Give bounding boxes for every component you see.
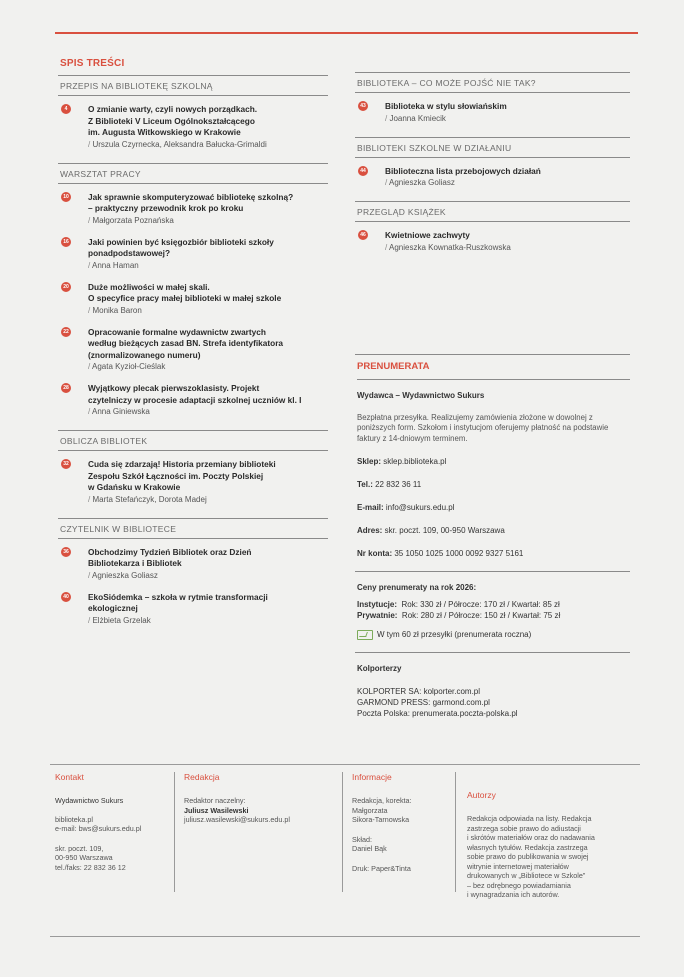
shop-line	[357, 456, 630, 467]
distributors-title: Kolporterzy	[357, 664, 402, 673]
editorial-email[interactable]: juliusz.wasilewski@sukurs.edu.pl	[184, 815, 290, 824]
distributor-name: Poczta Polska:	[357, 709, 410, 718]
section-heading: PRZEPIS NA BIBLIOTEKĘ SZKOLNĄ	[58, 75, 328, 96]
shipping-icon	[357, 630, 373, 640]
publisher: Wydawca – Wydawnictwo Sukurs	[357, 390, 485, 400]
contact-links: biblioteka.pl e-mail: bws@sukurs.edu.pl	[55, 814, 142, 833]
section-heading: PRZEGLĄD KSIĄŻEK	[355, 201, 630, 222]
divider	[355, 354, 630, 355]
footer	[50, 772, 640, 912]
top-accent-line	[55, 32, 638, 34]
publisher-line	[357, 390, 630, 401]
toc-article[interactable]	[58, 547, 328, 581]
article-authors: / Małgorzata Poznańska	[88, 215, 328, 226]
distributor-row	[357, 708, 630, 719]
section-heading: BIBLIOTEKI SZKOLNE W DZIAŁANIU	[355, 137, 630, 158]
contact-heading: Kontakt	[55, 772, 84, 782]
toc-article[interactable]	[58, 592, 328, 626]
info-print: Druk: Paper&Tinta	[352, 863, 411, 873]
institutional-price-line	[357, 599, 630, 610]
tel-value: 22 832 36 11	[375, 480, 422, 489]
divider	[355, 571, 630, 572]
email-link[interactable]: info@sukurs.edu.pl	[385, 503, 455, 512]
article-authors: / Agnieszka Goliasz	[88, 570, 328, 581]
article-authors: / Elżbieta Grzelak	[88, 615, 328, 626]
prices-title-line	[357, 582, 630, 593]
authors-text: Redakcja odpowiada na listy. Redakcja zastrzega sobie prawo do adiustacji i skrótów materiałów oraz do nadawania własnych tytułów. Redakcja zastrzega sobie prawo do publikowania w swojej witrynie internetowej materiałów drukowanych w „Bibliotece w Szkole” – bez odrębnego powiadamiania i wynagradzania ich autorów.	[467, 814, 595, 899]
toc-article[interactable]	[58, 327, 328, 373]
editorial-heading: Redakcja	[184, 772, 220, 782]
footer-separator	[342, 772, 343, 892]
distributor-link[interactable]: garmond.com.pl	[432, 698, 490, 707]
article-title: Kwietniowe zachwyty	[385, 230, 470, 240]
toc-article[interactable]	[58, 383, 328, 417]
toc-article[interactable]	[58, 459, 328, 505]
email-line	[357, 502, 630, 513]
distributors-title-line	[357, 663, 630, 674]
shop-label: Sklep:	[357, 457, 382, 466]
distributor-link[interactable]: kolporter.com.pl	[423, 687, 481, 696]
article-title: Jak sprawnie skomputeryzować bibliotekę szkolną? – praktyczny przewodnik krok po kroku	[88, 191, 294, 213]
article-title: EkoSiódemka – szkoła w rytmie transformacji ekologicznej	[88, 591, 268, 613]
footer-authors	[467, 790, 637, 900]
page-number-badge: 44	[358, 166, 368, 176]
page-number-badge: 36	[61, 547, 71, 557]
page-number-badge: 43	[358, 101, 368, 111]
tel-line	[357, 479, 630, 490]
divider	[355, 652, 630, 653]
footer-editorial	[184, 772, 334, 825]
subscription-title: PRENUMERATA	[357, 361, 630, 380]
toc-article[interactable]	[58, 192, 328, 226]
toc-article[interactable]	[58, 104, 328, 150]
toc-article[interactable]	[355, 166, 630, 189]
page-number-badge: 4	[61, 104, 71, 114]
article-authors: / Agnieszka Kownatka-Ruszkowska	[385, 242, 630, 253]
article-title: Obchodzimy Tydzień Bibliotek oraz Dzień Bibliotekarza i Bibliotek	[88, 546, 252, 568]
toc-right-column	[355, 72, 630, 719]
shipping-note: W tym 60 zł przesyłki (prenumerata roczna)	[377, 630, 532, 639]
article-title: Wyjątkowy plecak pierwszoklasisty. Projekt czytelniczy w procesie adaptacji szkolnej uczniów kl. I	[88, 383, 302, 405]
toc-article[interactable]	[355, 101, 630, 124]
info-typesetting: Skład: Daniel Bąk	[352, 834, 387, 853]
toc-left-sections	[58, 75, 328, 626]
address-label: Adres:	[357, 526, 383, 535]
toc-left-column	[58, 58, 328, 637]
info-editing: Redakcja, korekta: Małgorzata Sikora-Tarnowska	[352, 796, 412, 824]
article-title: Biblioteczna lista przebojowych działań	[385, 165, 541, 176]
address-value: skr. poczt. 109, 00-950 Warszawa	[384, 526, 505, 535]
footer-separator	[174, 772, 175, 892]
article-title: Duże możliwości w małej skali. O specyfice pracy małej biblioteki w małej szkole	[88, 281, 282, 303]
account-label: Nr konta:	[357, 549, 393, 558]
private-label: Prywatnie:	[357, 611, 398, 620]
distributor-link[interactable]: prenumerata.poczta-polska.pl	[412, 709, 518, 718]
distributor-row	[357, 686, 630, 697]
address-line	[357, 525, 630, 536]
private-price-line	[357, 610, 630, 621]
toc-title: SPIS TREŚCI	[60, 58, 125, 69]
article-title: Biblioteka w stylu słowiańskim	[385, 101, 507, 111]
contact-company: Wydawnictwo Sukurs	[55, 796, 124, 805]
section-heading: BIBLIOTEKA – CO MOŻE POJŚĆ NIE TAK?	[355, 72, 630, 93]
distributor-row	[357, 697, 630, 708]
footer-top-line	[50, 764, 640, 765]
article-authors: / Marta Stefańczyk, Dorota Madej	[88, 494, 328, 505]
info-heading: Informacje	[352, 772, 392, 782]
email-label: E-mail:	[357, 503, 384, 512]
tel-label: Tel.:	[357, 480, 373, 489]
article-title: Jaki powinien być księgozbiór biblioteki szkoły ponadpodstawowej?	[88, 236, 274, 258]
article-authors: / Urszula Czyrnecka, Aleksandra Bałucka-Grimaldi	[88, 139, 328, 150]
contact-address: skr. poczt. 109, 00-950 Warszawa tel./faks: 22 832 36 12	[55, 843, 126, 872]
distributors-list	[355, 686, 630, 719]
footer-separator	[455, 772, 456, 892]
article-authors: / Agnieszka Goliasz	[385, 177, 630, 188]
authors-heading: Autorzy	[467, 790, 496, 800]
article-authors: / Monika Baron	[88, 305, 328, 316]
distributor-name: KOLPORTER SA:	[357, 687, 422, 696]
page-number-badge: 40	[61, 592, 71, 602]
page-number-badge: 32	[61, 459, 71, 469]
article-title: Opracowanie formalne wydawnictw zwartych według bieżących zasad BN. Strefa identyfikatora (znormalizowanego numeru)	[88, 326, 284, 360]
article-authors: / Anna Giniewska	[88, 406, 328, 417]
private-prices: Rok: 280 zł / Półrocze: 150 zł / Kwartał: 75 zł	[401, 611, 561, 620]
toc-article[interactable]	[58, 237, 328, 271]
footer-contact	[55, 772, 170, 872]
page-number-badge: 28	[61, 383, 71, 393]
shipping-note-line	[357, 629, 630, 640]
toc-article[interactable]	[355, 230, 630, 253]
article-authors: / Joanna Kmiecik	[385, 113, 630, 124]
toc-right-sections	[355, 72, 630, 253]
page-number-badge: 16	[61, 237, 71, 247]
account-value: 35 1050 1025 1000 0092 9327 5161	[394, 549, 524, 558]
shop-link[interactable]: sklep.biblioteka.pl	[383, 457, 447, 466]
toc-article[interactable]	[58, 282, 328, 316]
article-authors: / Anna Haman	[88, 260, 328, 271]
page-number-badge: 10	[61, 192, 71, 202]
footer-bottom-line	[50, 936, 640, 937]
account-line	[357, 548, 630, 559]
institutional-label: Instytucje:	[357, 600, 398, 609]
section-heading: WARSZTAT PRACY	[58, 163, 328, 184]
prices-title: Ceny prenumeraty na rok 2026:	[357, 583, 477, 592]
editorial-role: Redaktor naczelny:	[184, 796, 246, 805]
section-heading: CZYTELNIK W BIBLIOTECE	[58, 518, 328, 539]
article-authors: / Agata Kyzioł-Cieślak	[88, 361, 328, 372]
page-number-badge: 46	[358, 230, 368, 240]
editorial-name: Juliusz Wasilewski	[184, 805, 249, 815]
subscription-description: Bezpłatna przesyłka. Realizujemy zamówienia złożone w dowolnej z poniższych form. Szkołom i instytucjom oferujemy płatność na podstawie faktury z 14-dniowym terminem.	[357, 412, 609, 443]
footer-info	[352, 772, 447, 873]
page-number-badge: 22	[61, 327, 71, 337]
institutional-prices: Rok: 330 zł / Półrocze: 170 zł / Kwartał: 85 zł	[401, 600, 560, 609]
article-title: O zmianie warty, czyli nowych porządkach. Z Biblioteki V Liceum Ogólnokształcącego im. Augusta Witkowskiego w Krakowie	[88, 104, 258, 137]
section-heading: OBLICZA BIBLIOTEK	[58, 430, 328, 451]
page-number-badge: 20	[61, 282, 71, 292]
article-title: Cuda się zdarzają! Historia przemiany biblioteki Zespołu Szkół Łączności im. Poczty Polskiej w Gdańsku w Krakowie	[88, 459, 276, 492]
distributor-name: GARMOND PRESS:	[357, 698, 431, 707]
